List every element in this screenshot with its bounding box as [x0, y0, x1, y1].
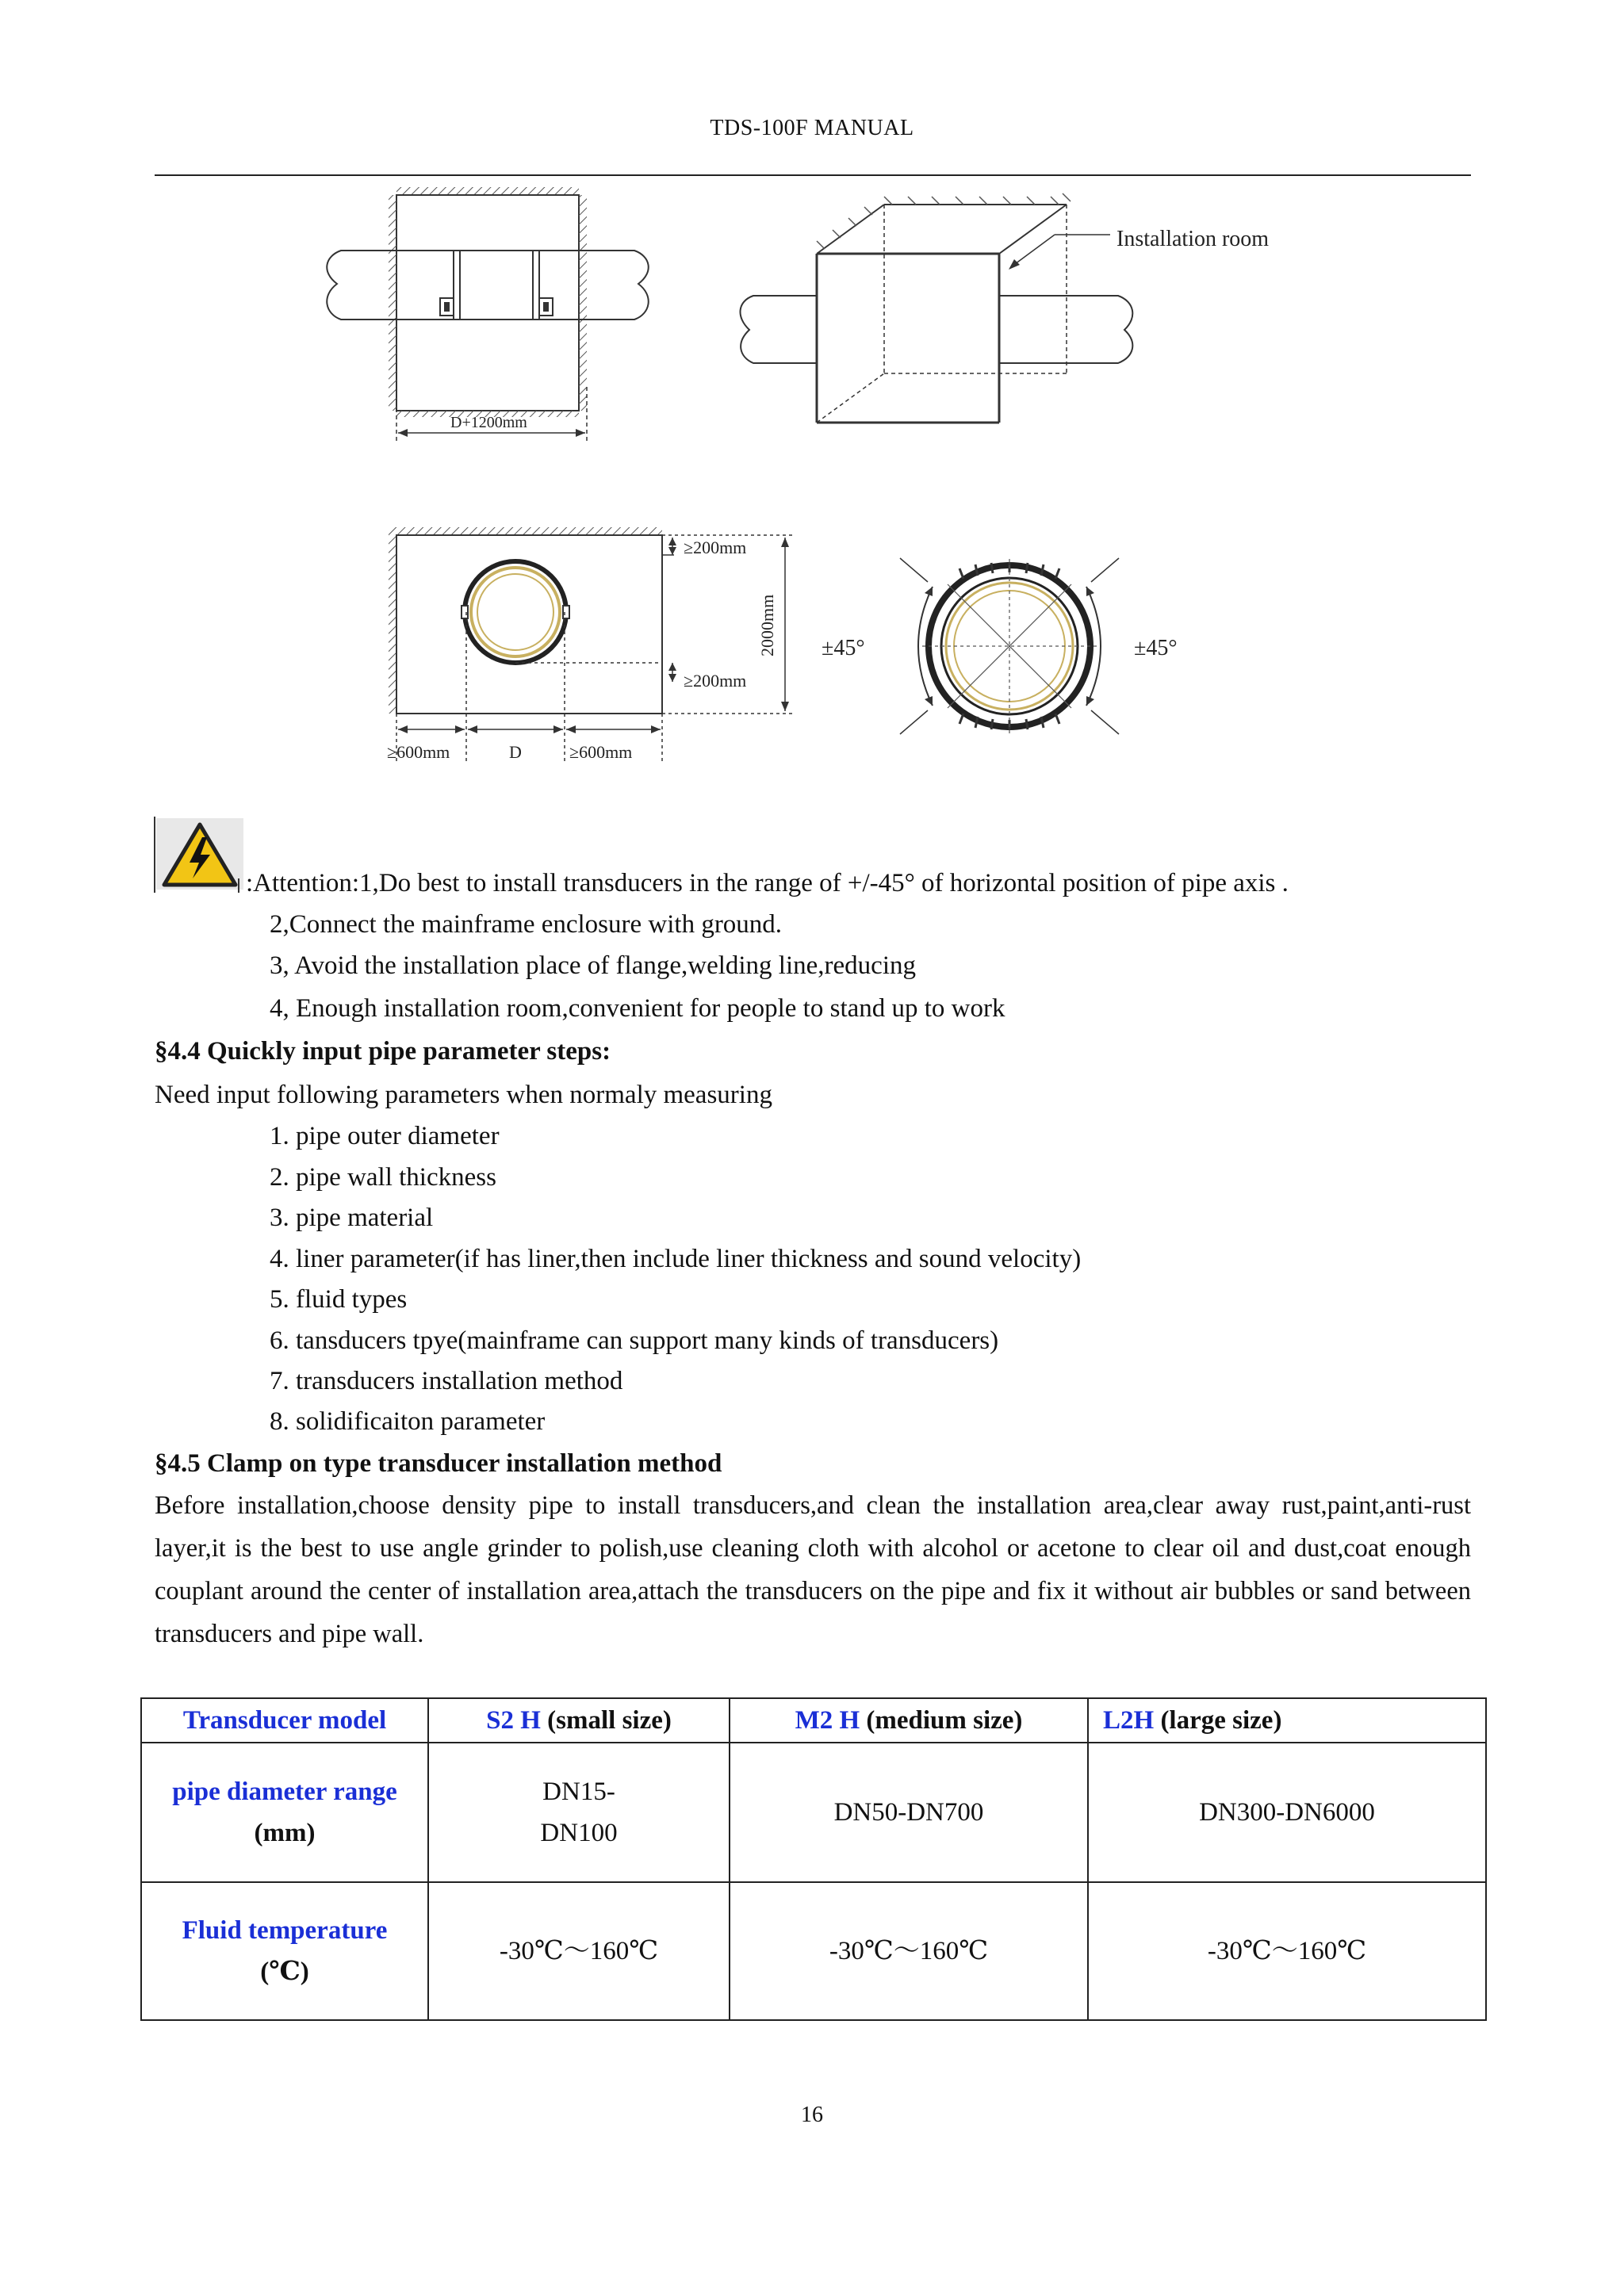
section-4-5-heading: §4.5 Clamp on type transducer installation method — [155, 1449, 722, 1478]
bottom-clearance: ≥200mm — [684, 671, 747, 691]
model-size: (large size) — [1154, 1706, 1282, 1735]
parameter-item: 5. fluid types — [270, 1285, 408, 1314]
parameter-item: 7. transducers installation method — [270, 1367, 623, 1395]
header-label: Transducer model — [182, 1706, 387, 1735]
section-4-5-paragraph: Before installation,choose density pipe to install transducers,and clean the installation area,clear away rust,paint,anti-rust layer,it is the best to use angle grinder to polish,use cleaning cloth with alcohol or acetone to clear oil and dust,coat enough couplant around the center of installation area,attach the transducers on the pipe and fix it without air bubbles or sand between transducers and pipe wall. — [155, 1491, 1471, 1648]
pipe-wall-opening-figure — [317, 181, 682, 450]
transducer-spec-table — [140, 1697, 1487, 2021]
attention-line-2: 2,Connect the mainframe enclosure with ground. — [270, 910, 783, 939]
table-row-label: pipe diameter range (mm) — [141, 1743, 428, 1882]
page-header: TDS-100F MANUAL — [710, 116, 914, 140]
model-name: M2 H — [795, 1706, 860, 1735]
table-header-cell — [730, 1698, 1088, 1743]
right-clearance: ≥600mm — [569, 742, 633, 762]
table-header-cell — [428, 1698, 730, 1743]
installation-room-figure — [737, 181, 1308, 434]
high-voltage-warning-icon — [153, 817, 247, 893]
left-clearance: ≥600mm — [387, 742, 450, 762]
top-clearance: ≥200mm — [684, 538, 747, 557]
header-rule — [155, 174, 1471, 176]
table-header-cell — [1088, 1698, 1486, 1743]
parameter-item: 3. pipe material — [270, 1203, 434, 1232]
attention-line-4: 4, Enough installation room,convenient for people to stand up to work — [270, 994, 1005, 1023]
page-number: 16 — [801, 2103, 823, 2127]
table-cell: -30℃～160℃ — [730, 1882, 1088, 2020]
table-cell: DN50-DN700 — [730, 1743, 1088, 1882]
section-4-4-heading: §4.4 Quickly input pipe parameter steps: — [155, 1037, 611, 1066]
height-dimension: 2000mm — [757, 594, 777, 656]
table-cell: DN15- DN100 — [428, 1743, 730, 1882]
table-row — [141, 1882, 1486, 2020]
model-size: (medium size) — [860, 1706, 1023, 1735]
table-header-cell — [141, 1698, 428, 1743]
right-angle-label: ±45° — [1134, 636, 1178, 660]
clearance-figure — [373, 523, 817, 769]
table-cell: -30℃～160℃ — [1088, 1882, 1486, 2020]
parameter-item: 8. solidificaiton parameter — [270, 1407, 546, 1436]
installation-room-callout: Installation room — [1116, 227, 1270, 251]
model-size: (small size) — [540, 1706, 672, 1735]
parameter-item: 2. pipe wall thickness — [270, 1163, 496, 1192]
table-row — [141, 1743, 1486, 1882]
dimension-label: D+1200mm — [450, 414, 527, 431]
table-cell: -30℃～160℃ — [428, 1882, 730, 2020]
model-name: S2 H — [486, 1706, 541, 1735]
table-header-row — [141, 1698, 1486, 1743]
mounting-angle-figure — [809, 547, 1221, 745]
attention-line-1: :Attention:1,Do best to install transducers in the range of +/-45° of horizontal position of pipe axis . — [246, 869, 1289, 897]
parameter-item: 4. liner parameter(if has liner,then include liner thickness and sound velocity) — [270, 1245, 1082, 1273]
parameter-item: 1. pipe outer diameter — [270, 1122, 500, 1150]
model-name: L2H — [1103, 1706, 1155, 1735]
table-row-label: Fluid temperature (℃) — [141, 1882, 428, 2020]
table-cell: DN300-DN6000 — [1088, 1743, 1486, 1882]
attention-line-3: 3, Avoid the installation place of flange,welding line,reducing — [270, 951, 916, 980]
left-angle-label: ±45° — [822, 636, 865, 660]
warning-icon-border — [238, 878, 239, 893]
parameter-item: 6. tansducers tpye(mainframe can support many kinds of transducers) — [270, 1326, 999, 1355]
diameter-label: D — [509, 742, 522, 762]
section-4-4-intro: Need input following parameters when normaly measuring — [155, 1081, 772, 1109]
